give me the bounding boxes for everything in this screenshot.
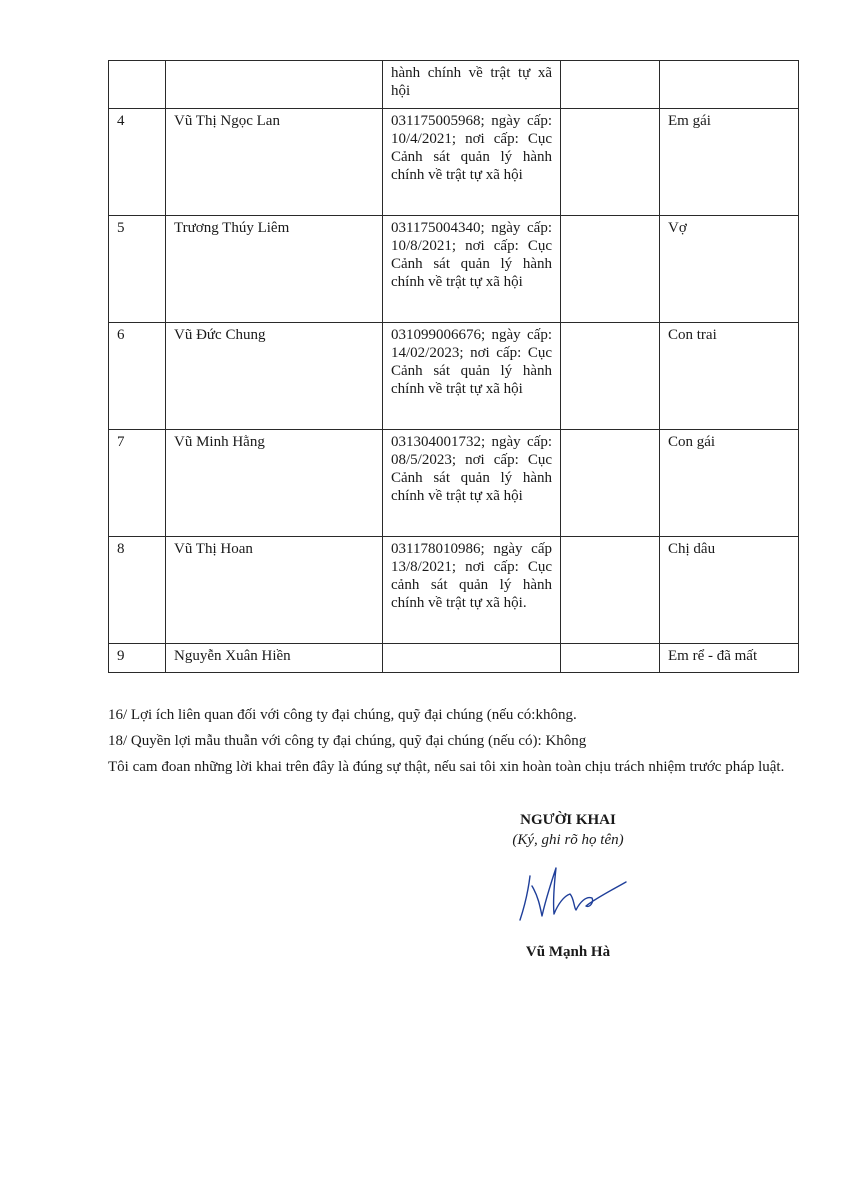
id-card-info: 031175005968; ngày cấp: 10/4/2021; nơi cấp: Cục Cảnh sát quản lý hành chính về trật tự xã hội [383,109,561,216]
id-card-info: 031304001732; ngày cấp: 08/5/2023; nơi cấp: Cục Cảnh sát quản lý hành chính về trật tự xã hội [383,430,561,537]
relationship: Con trai [660,323,799,430]
id-card-info: 031175004340; ngày cấp: 10/8/2021; nơi cấp: Cục Cảnh sát quản lý hành chính về trật tự xã hội [383,216,561,323]
relative-name: Vũ Minh Hằng [166,430,383,537]
row-number: 5 [109,216,166,323]
relationship: Em gái [660,109,799,216]
table-row [109,109,799,216]
handwritten-signature [508,858,628,928]
relationship: Con gái [660,430,799,537]
id-card-info: 031178010986; ngày cấp 13/8/2021; nơi cấp: Cục cảnh sát quản lý hành chính về trật tự xã hội. [383,537,561,644]
relative-name [166,61,383,109]
blank-cell [561,109,660,216]
table-row [109,216,799,323]
row-number: 9 [109,644,166,673]
id-card-info: hành chính về trật tự xã hội [383,61,561,109]
relationship: Chị dâu [660,537,799,644]
row-number [109,61,166,109]
declarations-section [108,705,798,783]
blank-cell [561,61,660,109]
commitment-statement: Tôi cam đoan những lời khai trên đây là đúng sự thật, nếu sai tôi xin hoàn toàn chịu trách nhiệm trước pháp luật. [108,759,785,775]
relationship [660,61,799,109]
table-row [109,430,799,537]
declaration-item-18: 18/ Quyền lợi mẫu thuẫn với công ty đại chúng, quỹ đại chúng (nếu có): Không [108,733,587,749]
relative-name: Vũ Thị Hoan [166,537,383,644]
blank-cell [561,216,660,323]
relationship: Vợ [660,216,799,323]
id-card-info [383,644,561,673]
table-row [109,323,799,430]
relative-name: Vũ Thị Ngọc Lan [166,109,383,216]
blank-cell [561,430,660,537]
table-row [109,537,799,644]
row-number: 8 [109,537,166,644]
relationship: Em rể - đã mất [660,644,799,673]
signature-note: (Ký, ghi rõ họ tên) [512,832,624,848]
relatives-table [108,60,799,673]
signatory-name: Vũ Mạnh Hà [525,944,611,960]
relative-name: Vũ Đức Chung [166,323,383,430]
signature-block [488,810,648,962]
row-number: 6 [109,323,166,430]
relative-name: Nguyễn Xuân Hiền [166,644,383,673]
blank-cell [561,323,660,430]
relative-name: Trương Thúy Liêm [166,216,383,323]
table-row [109,644,799,673]
row-number: 4 [109,109,166,216]
id-card-info: 031099006676; ngày cấp: 14/02/2023; nơi cấp: Cục Cảnh sát quản lý hành chính về trật tự xã hội [383,323,561,430]
signatory-title: NGƯỜI KHAI [520,812,616,828]
table-row [109,61,799,109]
blank-cell [561,644,660,673]
declaration-item-16: 16/ Lợi ích liên quan đối với công ty đại chúng, quỹ đại chúng (nếu có:không. [108,707,577,723]
blank-cell [561,537,660,644]
row-number: 7 [109,430,166,537]
